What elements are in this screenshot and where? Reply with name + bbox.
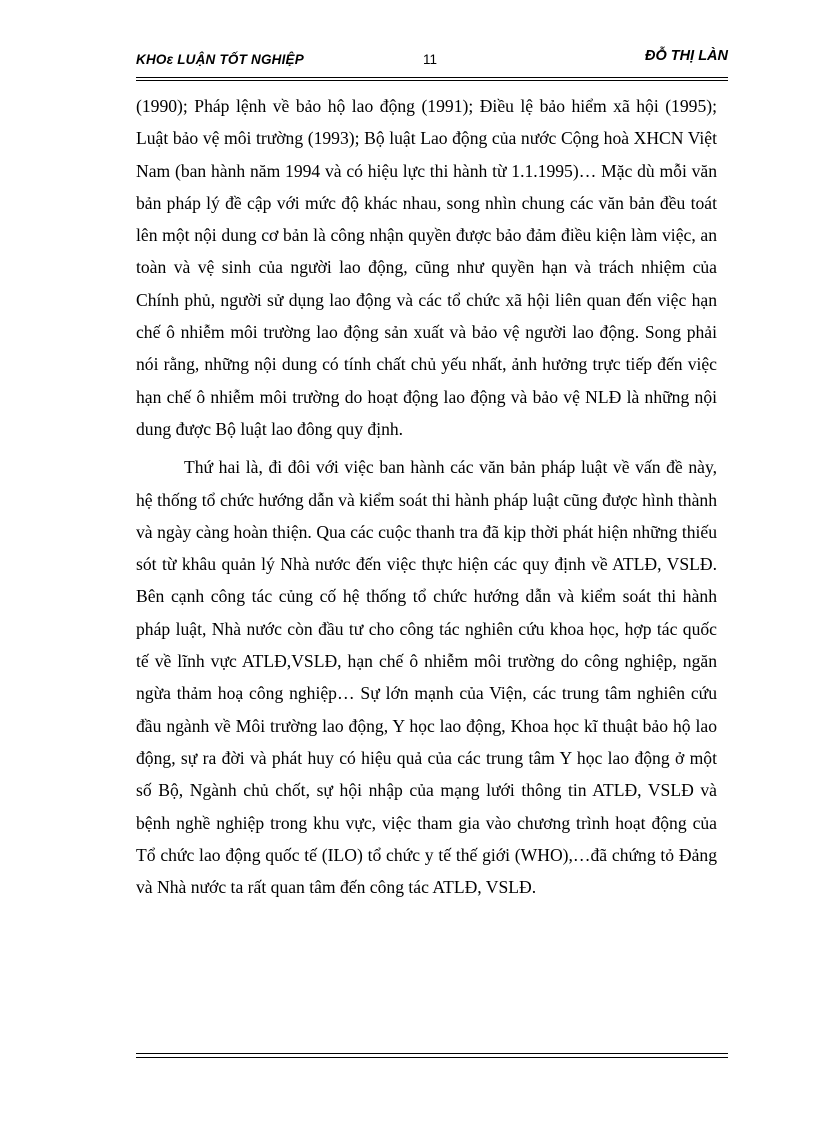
- paragraph-2: Thứ hai là, đi đôi với việc ban hành các văn bản pháp luật về vấn đề này, hệ thống tổ chức hướng dẫn và kiểm soát thi hành pháp luật cũng được hình thành và ngày càng hoàn thiện. Qua các cuộc thanh tra đã kịp thời phát hiện những thiếu sót từ khâu quản lý Nhà nước đến việc thực hiện các quy định về ATLĐ, VSLĐ. Bên cạnh công tác củng cố hệ thống tổ chức hướng dẫn và kiểm soát thi hành pháp luật, Nhà nước còn đầu tư cho công tác nghiên cứu khoa học, hợp tác quốc tế về lĩnh vực ATLĐ,VSLĐ, hạn chế ô nhiễm môi trường do công nghiệp, ngăn ngừa thảm hoạ công nghiệp… Sự lớn mạnh của Viện, các trung tâm nghiên cứu đầu ngành về Môi trường lao động, Y học lao động, Khoa học kĩ thuật bảo hộ lao động, sự ra đời và phát huy có hiệu quả của các trung tâm Y học lao động ở một số Bộ, Ngành chủ chốt, sự hội nhập của mạng lưới thông tin ATLĐ, VSLĐ và bệnh nghề nghiệp trong khu vực, việc tham gia vào chương trình hoạt động của Tổ chức lao động quốc tế (ILO) tổ chức y tế thế giới (WHO),…đã chứng tỏ Đảng và Nhà nước ta rất quan tâm đến công tác ATLĐ, VSLĐ.: [136, 457, 717, 898]
- document-body: [136, 90, 717, 903]
- page-header: [136, 48, 728, 74]
- footer-divider: [136, 1053, 728, 1058]
- thesis-title: KHOɛ LUẬN TỐT NGHIỆP: [136, 52, 304, 67]
- page-number: 11: [423, 52, 438, 67]
- header-divider: [136, 77, 728, 81]
- author-name: ĐỖ THỊ LÀN: [645, 48, 728, 64]
- paragraph-1: (1990); Pháp lệnh về bảo hộ lao động (1991); Điều lệ bảo hiểm xã hội (1995); Luật bảo vệ môi trường (1993); Bộ luật Lao động của nước Cộng hoà XHCN Việt Nam (ban hành năm 1994 và có hiệu lực thi hành từ 1.1.1995)… Mặc dù mỗi văn bản pháp lý đề cập với mức độ khác nhau, song nhìn chung các văn bản đều toát lên một nội dung cơ bản là công nhận quyền được bảo đảm điều kiện làm việc, an toàn và vệ sinh của người lao động, cũng như quyền hạn và trách nhiệm của Chính phủ, người sử dụng lao động và các tổ chức xã hội liên quan đến việc hạn chế ô nhiễm môi trường lao động sản xuất và bảo vệ người lao động. Song phải nói rằng, những nội dung có tính chất chủ yếu nhất, ảnh hưởng trực tiếp đến việc hạn chế ô nhiễm môi trường do hoạt động lao động và bảo vệ NLĐ là những nội dung được Bộ luật lao đông quy định.: [136, 96, 717, 439]
